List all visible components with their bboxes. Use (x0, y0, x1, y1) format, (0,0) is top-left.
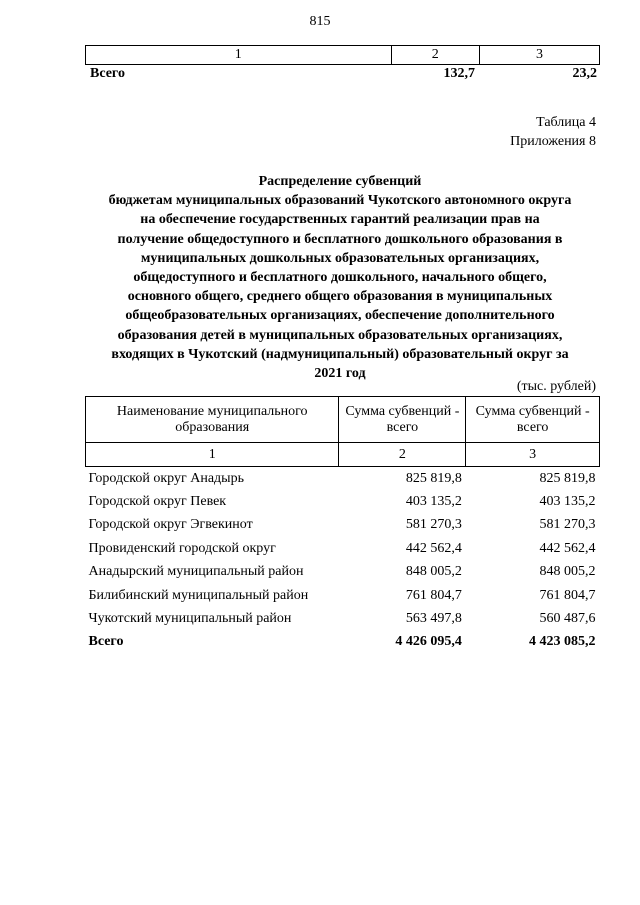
row-sum2: 560 487,6 (539, 611, 596, 627)
total-sum2: 4 423 085,2 (529, 634, 596, 650)
row-sum2: 442 562,4 (539, 540, 596, 556)
row-sum1: 848 005,2 (405, 564, 462, 580)
col-number-3: 3 (479, 46, 599, 65)
row-name: Анадырский муниципальный район (88, 564, 304, 580)
title-line: общеобразовательных организациях, обеспечение дополнительного (125, 308, 555, 324)
col-number-3: 3 (466, 443, 600, 467)
subsidy-table (85, 396, 600, 654)
table-row (86, 537, 600, 560)
row-sum2: 581 270,3 (539, 517, 596, 533)
title-line: 2021 год (314, 366, 366, 382)
table-row (86, 607, 600, 630)
total-col3: 23,2 (572, 66, 597, 81)
row-name: Городской округ Певек (88, 494, 227, 510)
table-total-row (86, 631, 600, 654)
row-name: Провиденский городской округ (88, 540, 276, 556)
continued-table-total-row (85, 66, 600, 86)
row-sum1: 403 135,2 (405, 494, 462, 510)
row-sum2: 761 804,7 (539, 587, 596, 603)
header-sum2: Сумма субвенций - всего (466, 397, 600, 443)
row-sum1: 581 270,3 (405, 517, 462, 533)
title-line: образования детей в муниципальных образовательных организациях, (117, 327, 563, 343)
row-name: Городской округ Анадырь (88, 470, 244, 486)
row-sum2: 403 135,2 (539, 494, 596, 510)
row-sum2: 848 005,2 (539, 564, 596, 580)
row-name: Билибинский муниципальный район (88, 587, 309, 603)
title-line: общедоступного и бесплатного дошкольного, начального общего, (133, 270, 547, 286)
title-line: входящих в Чукотский (надмуниципальный) образовательный округ за (111, 346, 569, 362)
col-number-2: 2 (339, 443, 466, 467)
table-number: Таблица 4 (536, 115, 596, 130)
row-sum1: 442 562,4 (405, 540, 462, 556)
document-title (78, 172, 602, 383)
table-row (86, 490, 600, 513)
table-row (86, 584, 600, 607)
header-sum1: Сумма субвенций - всего (339, 397, 466, 443)
title-line: бюджетам муниципальных образований Чукотского автономного округа (108, 193, 572, 209)
row-name: Чукотский муниципальный район (88, 611, 292, 627)
title-line: получение общедоступного и бесплатного дошкольного образования в (117, 231, 563, 247)
title-line: муниципальных дошкольных образовательных организациях, (140, 250, 540, 266)
col-number-1: 1 (86, 443, 339, 467)
page-number: 815 (309, 14, 331, 29)
total-sum1: 4 426 095,4 (395, 634, 462, 650)
row-sum2: 825 819,8 (539, 470, 596, 486)
row-sum1: 563 497,8 (405, 611, 462, 627)
row-name: Городской округ Эгвекинот (88, 517, 253, 533)
title-line: на обеспечение государственных гарантий реализации прав на (140, 212, 540, 228)
total-name: Всего (88, 634, 124, 650)
col-number-2: 2 (391, 46, 479, 65)
continued-table-header (85, 45, 600, 65)
row-sum1: 761 804,7 (405, 587, 462, 603)
table-row (86, 561, 600, 584)
table-row (86, 467, 600, 491)
col-number-1: 1 (86, 46, 392, 65)
title-line: основного общего, среднего общего образования в муниципальных (127, 289, 553, 305)
units-label: (тыс. рублей) (516, 379, 596, 394)
table-row (86, 514, 600, 537)
total-label: Всего (90, 66, 125, 81)
total-col2: 132,7 (443, 66, 475, 81)
header-name: Наименование муниципального образования (86, 397, 339, 443)
appendix-reference: Приложения 8 (510, 134, 596, 149)
row-sum1: 825 819,8 (405, 470, 462, 486)
title-line: Распределение субвенций (258, 174, 422, 189)
